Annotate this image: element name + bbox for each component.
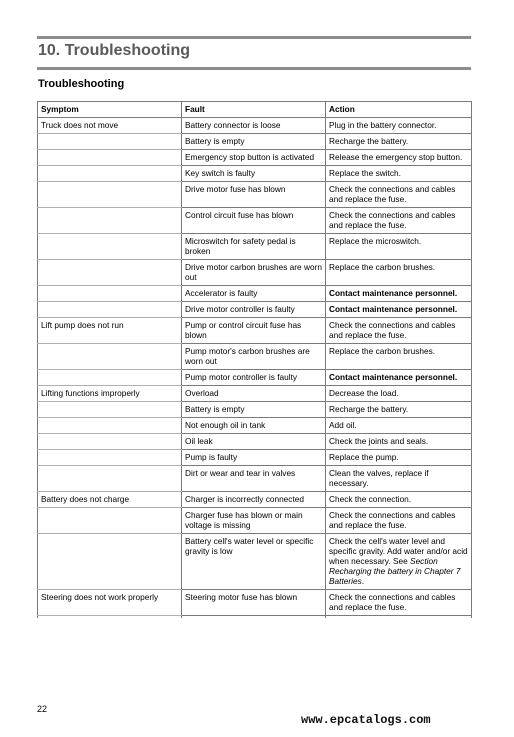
table-row — [38, 166, 472, 182]
symptom-cell — [38, 450, 182, 466]
table-row — [38, 234, 472, 260]
fault-cell: Oil leak — [182, 434, 326, 450]
action-cell: Check the connections and cables and replace the fuse. — [326, 208, 472, 234]
action-cell: Contact maintenance personnel. — [326, 370, 472, 386]
fault-cell: Pump or control circuit fuse has blown — [182, 318, 326, 344]
symptom-cell — [38, 286, 182, 302]
fault-cell: Drive motor carbon brushes are worn out — [182, 260, 326, 286]
symptom-cell — [38, 344, 182, 370]
chapter-title: 10. Troubleshooting — [38, 42, 191, 59]
fault-cell: Steering motor fuse has blown — [182, 590, 326, 616]
symptom-cell: Battery does not charge — [38, 492, 182, 508]
action-cell: Check the connections and cables and replace the fuse. — [326, 508, 472, 534]
fault-cell: Dirt or wear and tear in valves — [182, 466, 326, 492]
action-reference: Section Recharging the battery in Chapter 7 Batteries — [329, 556, 461, 586]
fault-cell: Overload — [182, 386, 326, 402]
fault-cell: Microswitch for safety pedal is broken — [182, 234, 326, 260]
fault-cell: Emergency stop button is activated — [182, 150, 326, 166]
fault-cell: Accelerator is faulty — [182, 286, 326, 302]
table-row — [38, 302, 472, 318]
symptom-cell — [38, 616, 182, 619]
table-row — [38, 534, 472, 590]
action-cell: Plug in the battery connector. — [326, 118, 472, 134]
action-cell: Replace the microswitch. — [326, 234, 472, 260]
action-cell — [326, 616, 472, 619]
fault-cell: Pump is faulty — [182, 450, 326, 466]
symptom-cell — [38, 260, 182, 286]
symptom-cell — [38, 534, 182, 590]
table-row — [38, 616, 472, 619]
table-row — [38, 492, 472, 508]
symptom-cell: Lift pump does not run — [38, 318, 182, 344]
troubleshooting-table — [37, 101, 472, 618]
action-cell: Replace the pump. — [326, 450, 472, 466]
fault-cell: Control circuit fuse has blown — [182, 208, 326, 234]
fault-cell: Pump motor's carbon brushes are worn out — [182, 344, 326, 370]
action-cell: Clean the valves, replace if necessary. — [326, 466, 472, 492]
action-cell: Replace the carbon brushes. — [326, 344, 472, 370]
symptom-cell — [38, 166, 182, 182]
table-row — [38, 208, 472, 234]
symptom-cell — [38, 434, 182, 450]
action-cell: Release the emergency stop button. — [326, 150, 472, 166]
symptom-cell — [38, 182, 182, 208]
table-row — [38, 450, 472, 466]
action-cell: Recharge the battery. — [326, 134, 472, 150]
table-row — [38, 590, 472, 616]
symptom-cell: Lifting functions improperly — [38, 386, 182, 402]
action-cell: Replace the carbon brushes. — [326, 260, 472, 286]
action-text: Check the cell's water level and specific gravity. Add water and/or acid when necessary. See — [329, 536, 468, 566]
table-row — [38, 118, 472, 134]
action-cell: Check the connections and cables and replace the fuse. — [326, 182, 472, 208]
symptom-cell — [38, 150, 182, 166]
table-row — [38, 508, 472, 534]
symptom-cell — [38, 466, 182, 492]
action-cell: Contact maintenance personnel. — [326, 302, 472, 318]
action-cell: Add oil. — [326, 418, 472, 434]
table-row — [38, 402, 472, 418]
table-row — [38, 318, 472, 344]
action-cell: Check the connections and cables and replace the fuse. — [326, 318, 472, 344]
symptom-cell — [38, 234, 182, 260]
table-row — [38, 344, 472, 370]
action-cell — [326, 534, 472, 590]
table-row — [38, 466, 472, 492]
action-cell: Check the connections and cables and replace the fuse. — [326, 590, 472, 616]
fault-cell: Battery is empty — [182, 134, 326, 150]
fault-cell: Charger fuse has blown or main voltage is missing — [182, 508, 326, 534]
symptom-cell — [38, 134, 182, 150]
table-row — [38, 370, 472, 386]
action-cell: Check the connection. — [326, 492, 472, 508]
fault-cell: Pump motor controller is faulty — [182, 370, 326, 386]
symptom-cell — [38, 508, 182, 534]
action-cell: Decrease the load. — [326, 386, 472, 402]
table-row — [38, 150, 472, 166]
column-header-action: Action — [326, 102, 472, 118]
table-row — [38, 260, 472, 286]
symptom-cell — [38, 370, 182, 386]
fault-cell: Drive motor controller is faulty — [182, 302, 326, 318]
page-number: 22 — [37, 704, 48, 714]
fault-cell: Battery connector is loose — [182, 118, 326, 134]
fault-cell: Charger is incorrectly connected — [182, 492, 326, 508]
fault-cell: Battery cell's water level or specific gravity is low — [182, 534, 326, 590]
action-cell: Replace the switch. — [326, 166, 472, 182]
symptom-cell: Steering does not work properly — [38, 590, 182, 616]
table-row — [38, 434, 472, 450]
column-header-fault: Fault — [182, 102, 326, 118]
symptom-cell: Truck does not move — [38, 118, 182, 134]
action-cell: Recharge the battery. — [326, 402, 472, 418]
fault-cell: Not enough oil in tank — [182, 418, 326, 434]
title-rule — [37, 67, 471, 70]
website-watermark: www.epcatalogs.com — [301, 713, 431, 727]
symptom-cell — [38, 402, 182, 418]
symptom-cell — [38, 208, 182, 234]
table-row — [38, 134, 472, 150]
fault-cell: Drive motor fuse has blown — [182, 182, 326, 208]
top-rule — [37, 36, 471, 39]
symptom-cell — [38, 302, 182, 318]
column-header-symptom: Symptom — [38, 102, 182, 118]
action-cell: Check the joints and seals. — [326, 434, 472, 450]
action-tail: . — [361, 576, 365, 586]
symptom-cell — [38, 418, 182, 434]
section-title: Troubleshooting — [38, 78, 125, 90]
table-header-row — [38, 102, 472, 118]
fault-cell: Battery is empty — [182, 402, 326, 418]
table-row — [38, 386, 472, 402]
table-row — [38, 182, 472, 208]
action-cell: Contact maintenance personnel. — [326, 286, 472, 302]
table-row — [38, 418, 472, 434]
fault-cell: Key switch is faulty — [182, 166, 326, 182]
table-row — [38, 286, 472, 302]
fault-cell — [182, 616, 326, 619]
